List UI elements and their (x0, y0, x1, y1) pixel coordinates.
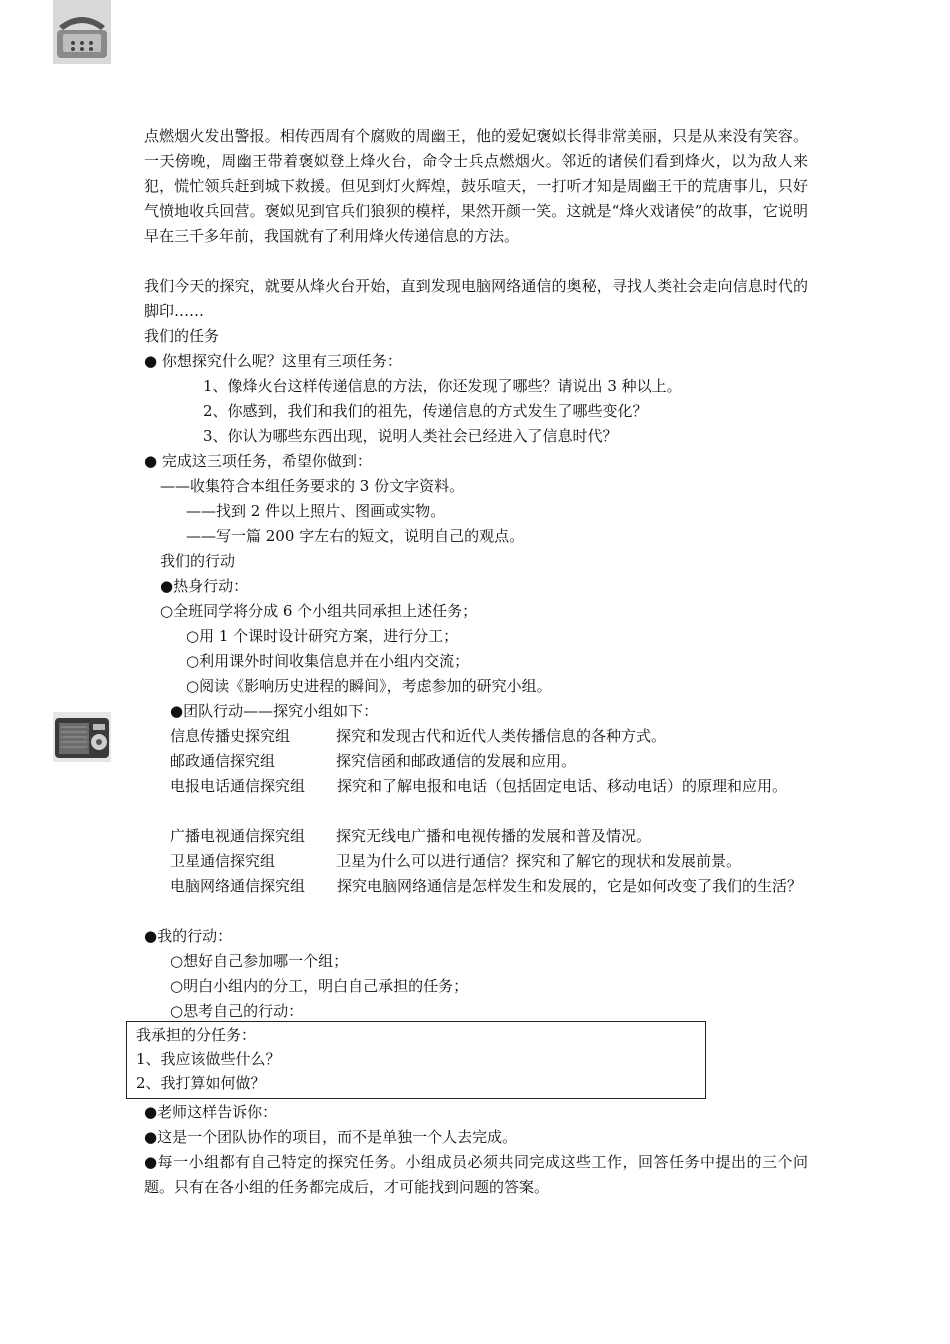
my-actions-heading: ●我的行动： (144, 927, 233, 945)
group-desc-2: 探究信函和邮政通信的发展和应用。 (336, 752, 577, 770)
requirement-1: ——收集符合本组任务要求的 3 份文字资料。 (160, 477, 465, 495)
task-item-1: 1、像烽火台这样传递信息的方法，你还发现了哪些？请说出 3 种以上。 (203, 377, 682, 395)
my-action-1: ○想好自己参加哪一个组； (170, 952, 349, 970)
task-item-2: 2、你感到，我们和我们的祖先，传递信息的方式发生了哪些变化？ (203, 402, 648, 420)
group-desc-4: 探究无线电广播和电视传播的发展和普及情况。 (336, 827, 652, 845)
group-name-2: 邮政通信探究组 (170, 752, 276, 770)
warmup-heading: ●热身行动： (160, 577, 249, 595)
team-heading: ●团队行动——探究小组如下： (170, 702, 379, 720)
intro-paragraph-1: 点燃烟火发出警报。相传西周有个腐败的周幽王，他的爱妃褒姒长得非常美丽，只是从来没有笑容。一天傍晚，周幽王带着褒姒登上烽火台，命令士兵点燃烟火。邻近的诸侯们看到烽火，以为敌人来犯，慌忙领兵赶到城下救援。但见到灯火辉煌，鼓乐喧天，一打听才知是周幽王干的荒唐事儿，只好气愤地收兵回营。褒姒见到官兵们狼狈的模样，果然开颜一笑。这就是“烽火戏诸侯”的故事，它说明早在三千多年前，我国就有了利用烽火传递信息的方法。 (144, 127, 808, 245)
tasks-bullet-1: ● 你想探究什么呢？这里有三项任务： (144, 352, 402, 370)
group-name-4: 广播电视通信探究组 (170, 827, 306, 845)
telephone-icon (53, 0, 111, 64)
intro-paragraph-2: 我们今天的探究，就要从烽火台开始，直到发现电脑网络通信的奥秘，寻找人类社会走向信息时代的脚印…… (144, 277, 808, 320)
subtask-box (126, 1021, 706, 1099)
teacher-line-2: ●每一小组都有自己特定的探究任务。小组成员必须共同完成这些工作，回答任务中提出的三个问题。只有在各小组的任务都完成后，才可能找到问题的答案。 (144, 1153, 808, 1196)
group-name-6: 电脑网络通信探究组 (170, 877, 306, 895)
subtask-title: 我承担的分任务： (136, 1026, 257, 1044)
subtask-question-1: 1、我应该做些什么？ (136, 1050, 281, 1068)
requirement-2: ——找到 2 件以上照片、图画或实物。 (186, 502, 446, 520)
my-action-2: ○明白小组内的分工，明白自己承担的任务； (170, 977, 469, 995)
group-desc-3: 探究和了解电报和电话（包括固定电话、移动电话）的原理和应用。 (337, 777, 788, 795)
group-desc-5: 卫星为什么可以进行通信？探究和了解它的现状和发展前景。 (336, 852, 742, 870)
group-name-1: 信息传播史探究组 (170, 727, 291, 745)
group-name-3: 电报电话通信探究组 (170, 777, 306, 795)
tasks-heading: 我们的任务 (144, 327, 220, 345)
group-row-6 (144, 874, 808, 899)
group-desc-1: 探究和发现古代和近代人类传播信息的各种方式。 (336, 727, 667, 745)
group-name-5: 卫星通信探究组 (170, 852, 276, 870)
task-item-3: 3、你认为哪些东西出现，说明人类社会已经进入了信息时代？ (203, 427, 618, 445)
radio-icon (53, 712, 111, 762)
warmup-main: ○全班同学将分成 6 个小组共同承担上述任务； (160, 602, 478, 620)
teacher-line-1: ●这是一个团队协作的项目，而不是单独一个人去完成。 (144, 1128, 518, 1146)
warmup-item-2: ○利用课外时间收集信息并在小组内交流； (186, 652, 470, 670)
group-desc-6: 探究电脑网络通信是怎样发生和发展的，它是如何改变了我们的生活？ (337, 877, 803, 895)
requirement-3: ——写一篇 200 字左右的短文，说明自己的观点。 (186, 527, 525, 545)
tasks-bullet-2: ● 完成这三项任务，希望你做到： (144, 452, 372, 470)
actions-heading: 我们的行动 (160, 552, 236, 570)
warmup-item-3: ○阅读《影响历史进程的瞬间》，考虑参加的研究小组。 (186, 677, 552, 695)
group-row-3 (144, 774, 808, 799)
subtask-question-2: 2、我打算如何做？ (136, 1074, 266, 1092)
warmup-item-1: ○用 1 个课时设计研究方案，进行分工； (186, 627, 459, 645)
teacher-heading: ●老师这样告诉你： (144, 1103, 278, 1121)
my-action-3: ○思考自己的行动： (170, 1002, 304, 1020)
